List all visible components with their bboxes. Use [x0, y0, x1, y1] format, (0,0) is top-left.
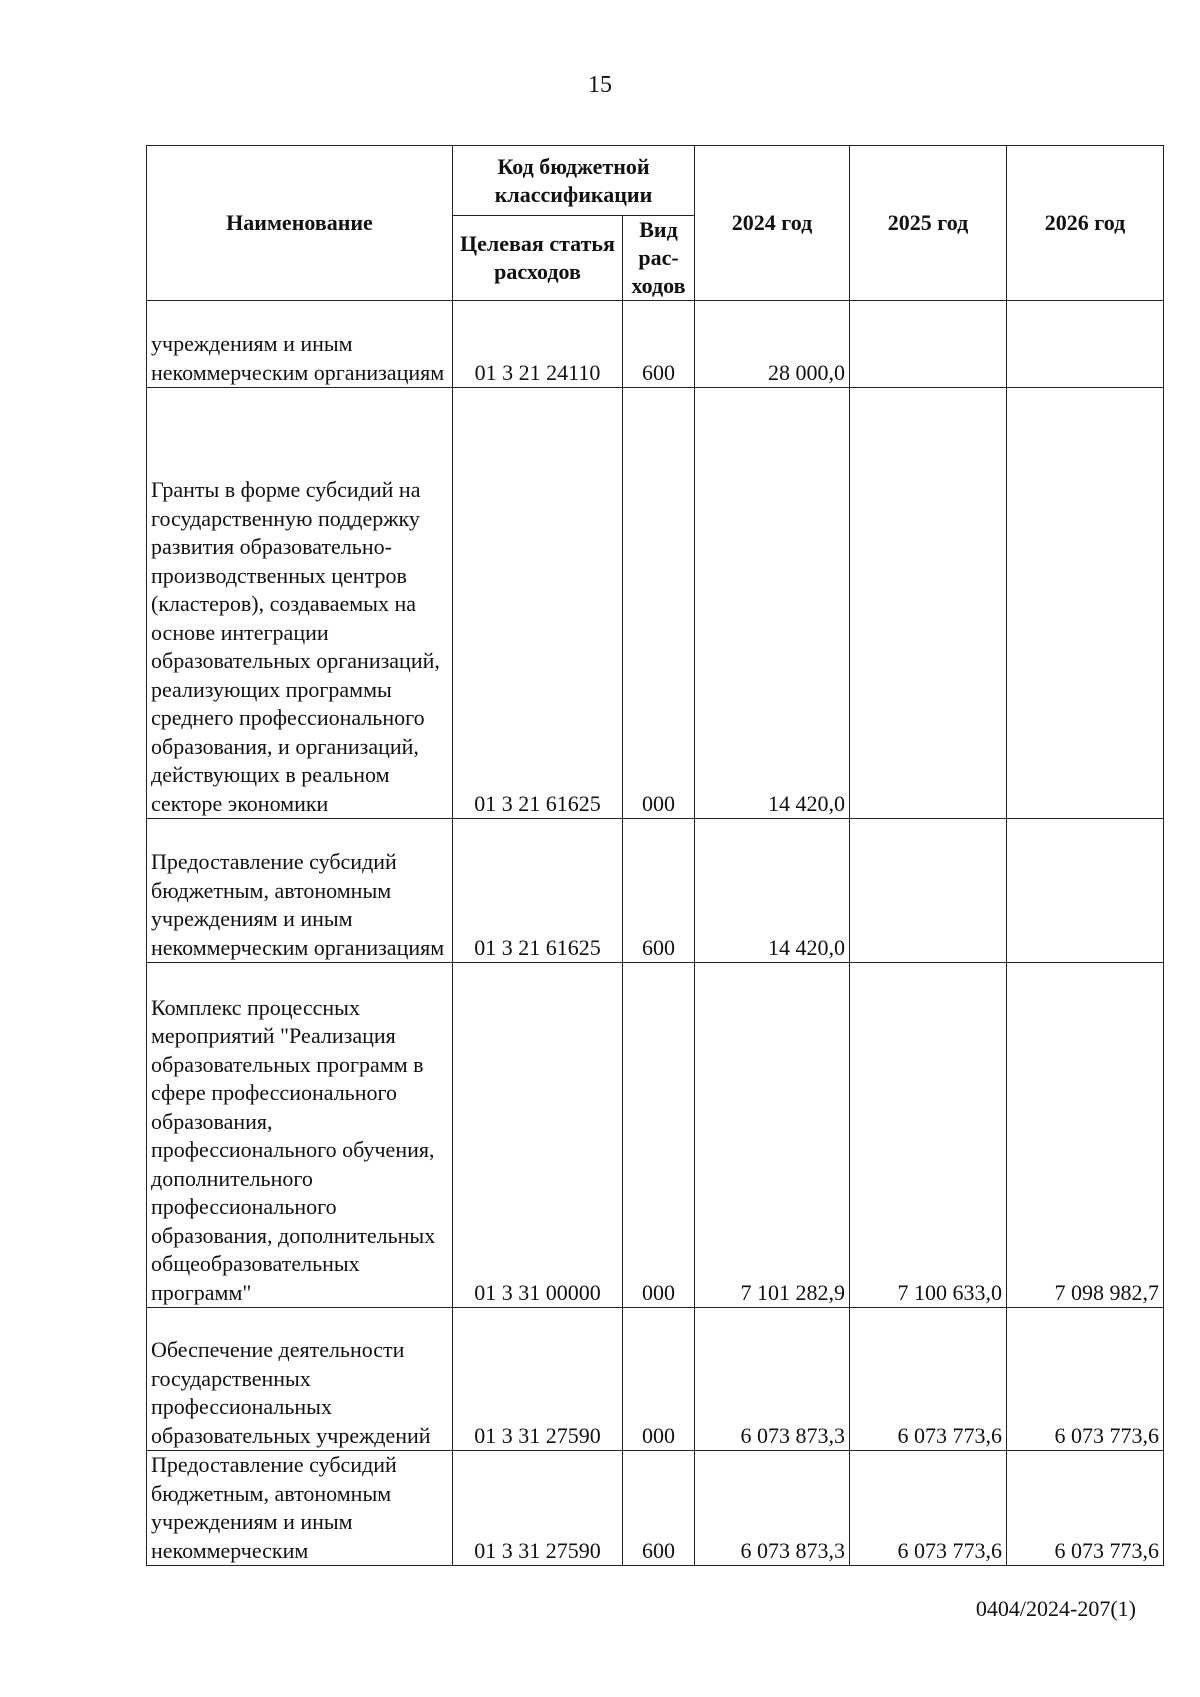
header-target: Целевая статья расходов — [453, 216, 623, 301]
row-name: Обеспечение деятельности государственных профессиональных образовательных учреждений — [147, 1308, 453, 1451]
row-2024: 14 420,0 — [695, 819, 850, 963]
row-2026: 7 098 982,7 — [1007, 963, 1164, 1308]
row-2025: 7 100 633,0 — [850, 963, 1007, 1308]
row-name: учреждениям и иным некоммерческим организациям — [147, 301, 453, 388]
row-name: Предоставление субсидий бюджетным, автономным учреждениям и иным некоммерческим организациям — [147, 819, 453, 963]
row-2024: 7 101 282,9 — [695, 963, 850, 1308]
table-row — [147, 1308, 1164, 1451]
row-kind: 600 — [623, 1451, 695, 1566]
row-2025 — [850, 819, 1007, 963]
row-target-code: 01 3 21 61625 — [453, 819, 623, 963]
row-target-code: 01 3 21 24110 — [453, 301, 623, 388]
row-2025: 6 073 773,6 — [850, 1451, 1007, 1566]
header-kind: Вид рас-ходов — [623, 216, 695, 301]
row-2024: 6 073 873,3 — [695, 1308, 850, 1451]
row-name: Предоставление субсидий бюджетным, автономным учреждениям и иным некоммерческим — [147, 1451, 453, 1566]
page-number: 15 — [588, 72, 612, 98]
row-2026: 6 073 773,6 — [1007, 1451, 1164, 1566]
table-row — [147, 1451, 1164, 1566]
header-kbk: Код бюджетной классификации — [453, 146, 695, 216]
row-2024: 28 000,0 — [695, 301, 850, 388]
row-kind: 000 — [623, 1308, 695, 1451]
table-row — [147, 819, 1164, 963]
row-2026 — [1007, 819, 1164, 963]
row-2025 — [850, 301, 1007, 388]
table-row — [147, 963, 1164, 1308]
table-row — [147, 301, 1164, 388]
row-kind: 600 — [623, 301, 695, 388]
row-target-code: 01 3 31 27590 — [453, 1451, 623, 1566]
row-2026 — [1007, 301, 1164, 388]
header-2026: 2026 год — [1007, 146, 1164, 301]
document-code: 0404/2024-207(1) — [975, 1596, 1136, 1621]
row-target-code: 01 3 31 27590 — [453, 1308, 623, 1451]
header-name: Наименование — [147, 146, 453, 301]
row-2025: 6 073 773,6 — [850, 1308, 1007, 1451]
row-2026: 6 073 773,6 — [1007, 1308, 1164, 1451]
header-2024: 2024 год — [695, 146, 850, 301]
row-2024: 14 420,0 — [695, 388, 850, 819]
row-kind: 600 — [623, 819, 695, 963]
row-target-code: 01 3 21 61625 — [453, 388, 623, 819]
row-2024: 6 073 873,3 — [695, 1451, 850, 1566]
row-name: Гранты в форме субсидий на государственную поддержку развития образовательно-производственных центров (кластеров), создаваемых на основе интеграции образовательных организаций, реализующих программы среднего профессионального образования, и организаций, действующих в реальном секторе экономики — [147, 388, 453, 819]
table-row — [147, 388, 1164, 819]
row-kind: 000 — [623, 963, 695, 1308]
header-2025: 2025 год — [850, 146, 1007, 301]
budget-table — [146, 145, 1164, 1566]
row-target-code: 01 3 31 00000 — [453, 963, 623, 1308]
row-kind: 000 — [623, 388, 695, 819]
row-2026 — [1007, 388, 1164, 819]
row-2025 — [850, 388, 1007, 819]
row-name: Комплекс процессных мероприятий "Реализация образовательных программ в сфере профессионального образования, профессионального обучения, дополнительного профессионального образования, дополнительных общеобразовательных программ" — [147, 963, 453, 1308]
